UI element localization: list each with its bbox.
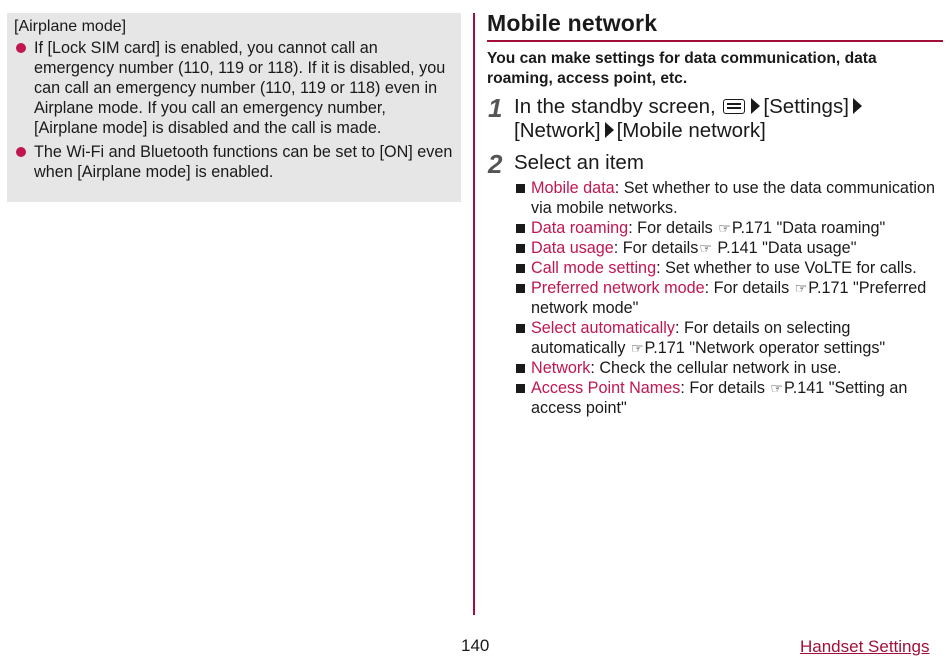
bullet-square-icon <box>516 364 525 373</box>
item-desc: : For details <box>704 279 794 297</box>
step-prefix: In the standby screen, <box>514 95 716 118</box>
reference-icon: ☞ <box>699 240 712 256</box>
menu-key-icon <box>723 99 745 114</box>
mobile-network-path: [Mobile network] <box>616 119 766 142</box>
item-term: Mobile data <box>531 179 615 197</box>
item-term: Select automatically <box>531 319 675 337</box>
list-item <box>514 238 943 258</box>
item-term: Data usage <box>531 239 614 257</box>
bullet-square-icon <box>516 384 525 393</box>
item-term: Data roaming <box>531 219 629 237</box>
bullet-square-icon <box>516 324 525 333</box>
bullet-square-icon <box>516 284 525 293</box>
step-2 <box>487 149 943 179</box>
item-term: Call mode setting <box>531 259 657 277</box>
section-title: Mobile network <box>487 8 943 42</box>
reference-icon: ☞ <box>630 340 644 356</box>
item-desc: P.171 "Preferred network mode" <box>531 279 927 317</box>
handset-settings-link[interactable]: Handset Settings <box>800 637 930 656</box>
network-path: [Network] <box>514 119 601 142</box>
item-term: Network <box>531 359 591 377</box>
note-item-text: The Wi-Fi and Bluetooth functions can be set to [ON] even when [Airplane mode] is enabled. <box>34 143 453 181</box>
arrow-right-icon <box>853 98 862 114</box>
step-1 <box>487 95 943 143</box>
list-item <box>514 178 943 218</box>
bullet-square-icon <box>516 264 525 273</box>
bullet-dot-icon <box>16 43 26 53</box>
step-number: 2 <box>488 149 503 179</box>
bullet-square-icon <box>516 224 525 233</box>
item-desc: : For details on selecting automatically <box>531 319 851 357</box>
note-item-text: If [Lock SIM card] is enabled, you cannot call an emergency number (110, 119 or 118). If it is disabled, you can call an emergency number (110, 119 or 118) even in Airplane mode. If you call an emergency number, [Airplane mode] is disabled and the call is made. <box>34 39 446 137</box>
arrow-right-icon <box>605 122 614 138</box>
item-desc: P.171 "Data roaming" <box>731 219 886 237</box>
note-title: [Airplane mode] <box>14 18 127 35</box>
step-text: Select an item <box>514 151 644 174</box>
item-desc: P.171 "Network operator settings" <box>644 339 886 357</box>
list-item <box>514 378 943 418</box>
list-item <box>514 358 943 378</box>
step-text <box>514 95 943 143</box>
airplane-mode-note <box>7 13 461 202</box>
reference-icon: ☞ <box>770 380 783 396</box>
item-desc: : Set whether to use VoLTE for calls. <box>656 259 917 277</box>
reference-icon: ☞ <box>718 220 731 236</box>
page-number: 140 <box>461 636 490 655</box>
list-item <box>514 318 943 358</box>
item-term: Preferred network mode <box>531 279 705 297</box>
arrow-right-icon <box>751 98 760 114</box>
item-desc: : For details <box>680 379 770 397</box>
list-item <box>514 258 943 278</box>
item-desc: : Set whether to use the data communication via mobile networks. <box>531 179 936 217</box>
item-term: Access Point Names <box>531 379 681 397</box>
settings-path: [Settings] <box>763 95 849 118</box>
list-item <box>514 218 943 238</box>
section-intro: You can make settings for data communication, data roaming, access point, etc. <box>487 50 877 87</box>
note-item <box>14 142 453 182</box>
item-desc: P.141 "Data usage" <box>712 239 857 257</box>
bullet-square-icon <box>516 244 525 253</box>
bullet-square-icon <box>516 184 525 193</box>
bullet-dot-icon <box>16 147 26 157</box>
mobile-network-section <box>487 8 943 418</box>
item-desc: : For details <box>613 239 699 257</box>
step-number: 1 <box>488 93 503 123</box>
list-item <box>514 278 943 318</box>
item-list <box>487 178 943 418</box>
item-desc: P.141 "Setting an access point" <box>531 379 908 417</box>
item-desc: : For details <box>628 219 718 237</box>
note-item <box>14 38 453 138</box>
column-divider <box>473 13 475 615</box>
reference-icon: ☞ <box>794 280 808 296</box>
item-desc: : Check the cellular network in use. <box>590 359 842 377</box>
